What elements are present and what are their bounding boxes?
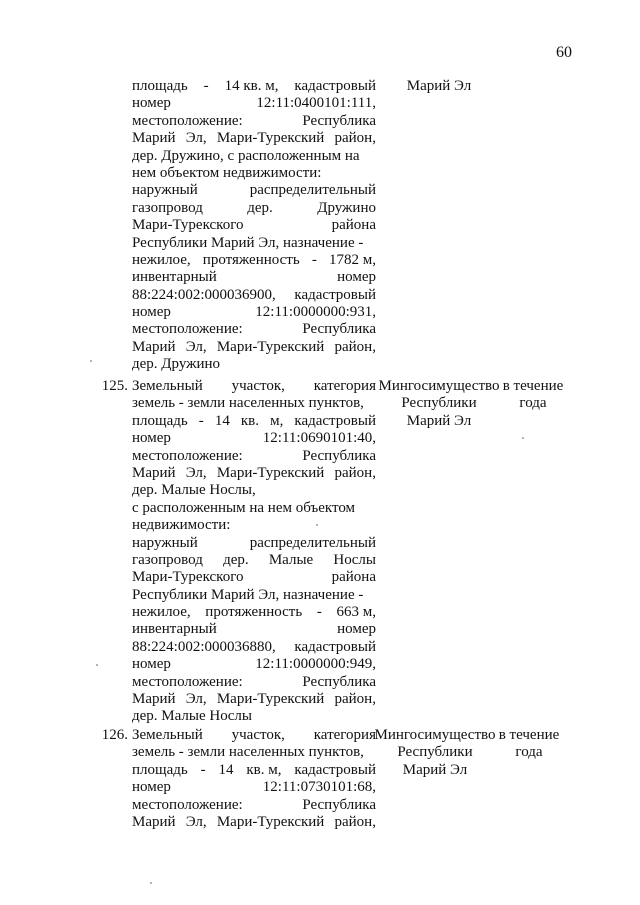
text-line — [132, 235, 376, 252]
word: распределительный — [249, 534, 376, 551]
entry-term — [498, 378, 568, 413]
entry-number: 126. — [101, 727, 128, 743]
word: наружный — [132, 182, 198, 199]
text-line — [132, 604, 376, 621]
word: м, — [270, 412, 284, 429]
word: 14 — [218, 761, 234, 778]
word: Республика — [302, 447, 376, 464]
entry-responsible — [376, 378, 502, 430]
word: площадь — [132, 412, 188, 429]
text-line — [132, 130, 376, 147]
text-line — [132, 552, 376, 569]
text-line — [132, 691, 376, 708]
scan-speck — [90, 360, 92, 362]
text-line — [132, 339, 376, 356]
word: местоположение: — [132, 447, 243, 464]
word: - — [203, 78, 209, 94]
word: наружный — [132, 534, 198, 551]
word: нем объектом недвижимости: — [132, 164, 322, 181]
word: Земельный — [132, 727, 203, 743]
text-line — [132, 413, 376, 430]
word: Мари-Турекский — [216, 813, 325, 830]
word: Эл, — [185, 691, 207, 708]
word: Дружино — [317, 199, 376, 216]
text-line — [132, 708, 376, 725]
word: кадастровый — [294, 412, 376, 429]
entry-description — [132, 378, 376, 726]
word: номер — [132, 656, 171, 673]
word: категория — [313, 727, 376, 743]
word: 12:11:0690101:40, — [262, 430, 376, 447]
word: кадастровый — [294, 638, 376, 655]
word: участок, — [231, 378, 285, 394]
word: Земельный — [132, 378, 203, 394]
text-line — [132, 639, 376, 656]
text-line — [132, 113, 376, 130]
word: кв. м, — [246, 761, 282, 778]
text-line — [132, 465, 376, 482]
word: Мари-Турекского — [132, 569, 244, 586]
word: район, — [334, 691, 376, 708]
text-line — [132, 287, 376, 304]
word: район, — [334, 464, 376, 481]
word: район, — [334, 813, 376, 830]
word: Марий — [132, 691, 176, 708]
word: нежилое, — [132, 251, 191, 268]
scan-speck — [96, 664, 98, 666]
word: недвижимости: — [132, 517, 231, 534]
word: номер — [132, 430, 171, 447]
word: местоположение: — [132, 673, 243, 690]
text-line — [132, 674, 376, 691]
word: Республики Марий Эл, назначение - — [132, 234, 364, 251]
text-line: Республики — [401, 395, 477, 412]
text-line — [132, 762, 376, 779]
word: дер. Малые Ноcлы — [132, 708, 252, 725]
text-line — [132, 304, 376, 321]
text-line — [132, 482, 376, 499]
text-line — [132, 395, 376, 412]
word: кв. — [240, 412, 260, 429]
word: площадь — [132, 761, 188, 778]
word: район, — [334, 130, 376, 147]
text-line — [132, 252, 376, 269]
word: Мари-Турекского — [132, 217, 244, 234]
word: 12:11:0730101:68, — [262, 779, 376, 796]
text-line — [132, 744, 376, 761]
text-line — [132, 587, 376, 604]
word: категория — [313, 378, 376, 394]
word: дер. Дружино, с расположенным на — [132, 147, 360, 164]
word: местоположение: — [132, 321, 243, 338]
word: Республики Марий Эл, назначение - — [132, 586, 364, 603]
word: протяженность — [205, 604, 303, 621]
word: кадастровый — [294, 761, 376, 778]
word: 14 кв. м, — [224, 78, 279, 94]
scan-speck — [522, 437, 524, 439]
word: номер — [337, 269, 376, 286]
word: местоположение: — [132, 796, 243, 813]
text-line — [132, 814, 376, 831]
word: дер. — [247, 199, 273, 216]
word: - — [311, 251, 317, 268]
word: 14 — [214, 412, 230, 429]
word: инвентарный — [132, 269, 217, 286]
text-line — [132, 378, 376, 395]
word: Марий — [132, 464, 176, 481]
word: 88:224:002:000036900, — [132, 286, 276, 303]
text-line — [132, 797, 376, 814]
text-line: Республики — [397, 744, 473, 761]
word: протяженность — [202, 251, 300, 268]
text-line — [132, 165, 376, 182]
word: газопровод — [132, 199, 203, 216]
word: Республика — [302, 321, 376, 338]
text-line — [132, 569, 376, 586]
word: местоположение: — [132, 112, 243, 129]
text-line — [132, 200, 376, 217]
word: нежилое, — [132, 604, 191, 621]
page-number: 60 — [556, 44, 572, 61]
word: Эл, — [185, 130, 207, 147]
entry-description — [132, 727, 376, 831]
word: 1782 м, — [328, 251, 376, 268]
word: дер. Дружино — [132, 356, 221, 373]
scan-speck — [316, 524, 318, 526]
word: номер — [337, 621, 376, 638]
word: Республика — [302, 112, 376, 129]
entry-term — [494, 727, 564, 762]
word: Малые — [268, 551, 314, 568]
text-line: года — [515, 744, 543, 761]
word: Ноcлы — [333, 551, 376, 568]
word: Мари-Турекский — [216, 338, 325, 355]
word: Марий — [132, 338, 176, 355]
word: Марий — [132, 813, 176, 830]
word: - — [316, 604, 322, 621]
text-line — [132, 500, 376, 517]
text-line: года — [519, 395, 547, 412]
text-line — [132, 779, 376, 796]
word: район, — [334, 338, 376, 355]
word: номер — [132, 779, 171, 796]
text-line — [132, 621, 376, 638]
text-line — [132, 148, 376, 165]
text-line — [132, 182, 376, 199]
word: 663 м, — [336, 604, 376, 621]
word: Эл, — [185, 813, 207, 830]
word: с расположенным на нем объектом — [132, 499, 356, 516]
word: участок, — [231, 727, 285, 743]
entry-number: 125. — [101, 378, 128, 394]
word: инвентарный — [132, 621, 217, 638]
text-line: в течение — [498, 727, 560, 743]
text-line — [132, 217, 376, 234]
word: Республика — [302, 673, 376, 690]
word: земель - земли населенных пунктов, — [132, 744, 364, 761]
text-line: Марий Эл — [406, 412, 472, 429]
word: Мари-Турекский — [216, 691, 325, 708]
text-line: Мингосимущество — [378, 378, 500, 394]
word: Мари-Турекский — [216, 130, 325, 147]
word: Республика — [302, 796, 376, 813]
word: номер — [132, 95, 171, 112]
text-line — [132, 656, 376, 673]
word: Эл, — [185, 338, 207, 355]
word: Эл, — [185, 464, 207, 481]
word: 88:224:002:000036880, — [132, 638, 276, 655]
text-line — [132, 356, 376, 373]
word: Марий — [132, 130, 176, 147]
text-line — [132, 269, 376, 286]
word: - — [200, 761, 206, 778]
word: земель - земли населенных пунктов, — [132, 395, 364, 412]
word: газопровод — [132, 551, 203, 568]
entry-responsible — [372, 727, 498, 779]
text-line — [132, 321, 376, 338]
word: 12:11:0000000:949, — [255, 656, 376, 673]
word: дер. Малые Ноcлы, — [132, 482, 256, 499]
entry-description — [132, 78, 376, 374]
word: площадь — [132, 78, 188, 94]
word: - — [198, 412, 204, 429]
word: кадастровый — [294, 78, 376, 94]
word: дер. — [223, 551, 249, 568]
text-line: Марий Эл — [402, 761, 468, 778]
word: номер — [132, 304, 171, 321]
text-line: Марий Эл — [406, 78, 472, 94]
entry-responsible — [376, 78, 502, 95]
scan-speck — [150, 882, 152, 884]
word: 12:11:0400101:111, — [256, 95, 376, 112]
text-line — [132, 78, 376, 95]
text-line — [132, 727, 376, 744]
word: района — [331, 217, 376, 234]
word: распределительный — [249, 182, 376, 199]
text-line: Мингосимущество — [374, 727, 496, 743]
text-line: в течение — [502, 378, 564, 394]
word: 12:11:0000000:931, — [255, 304, 376, 321]
text-line — [132, 95, 376, 112]
text-line — [132, 430, 376, 447]
text-line — [132, 535, 376, 552]
text-line — [132, 517, 376, 534]
word: района — [331, 569, 376, 586]
word: кадастровый — [294, 286, 376, 303]
text-line — [132, 448, 376, 465]
word: Мари-Турекский — [216, 464, 325, 481]
